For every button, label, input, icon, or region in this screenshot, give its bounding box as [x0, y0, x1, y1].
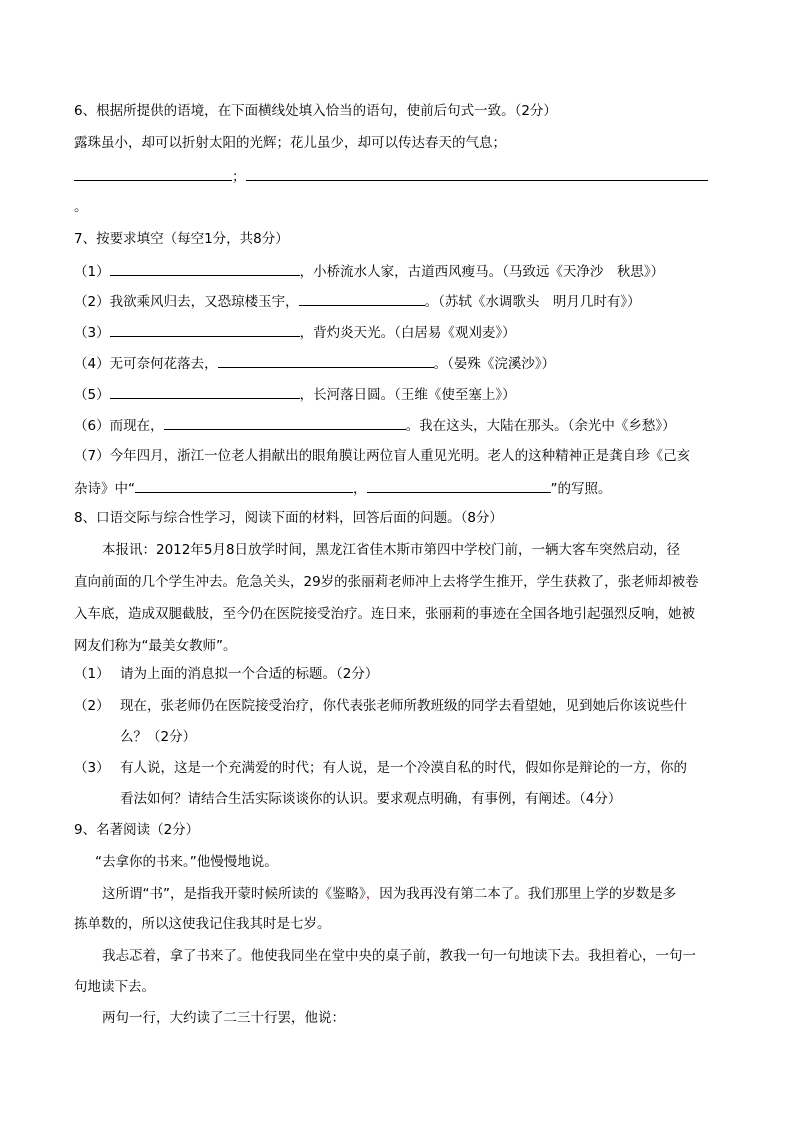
q8-question-2-num: （2） — [74, 698, 110, 714]
q9-paragraph-2-b: 因为我再没有第二本了。我们那里上学的岁数是多 — [379, 886, 677, 902]
q7-item-3 — [74, 321, 516, 343]
q7-item-1 — [74, 260, 664, 282]
q8-passage-line-1: 本报讯：2012年5月8日放学时间，黑龙江省佳木斯市第四中学校门前，一辆大客车突然启动，径 — [102, 542, 681, 558]
q9-title: 9、名著阅读（2分） — [74, 822, 200, 838]
q7-item-6-num: （6） — [74, 418, 110, 434]
q8-question-2 — [74, 696, 687, 716]
q9-paragraph-1: “去拿你的书来。”他慢慢地说。 — [95, 854, 278, 870]
q8-question-3-text-1: 有人说，这是一个充满爱的时代；有人说，是一个冷漠自私的时代，假如你是辩论的一方，你的 — [120, 760, 687, 776]
q8-question-1-text: 请为上面的消息拟一个合适的标题。（2分） — [120, 666, 379, 682]
q7-item-4 — [74, 352, 555, 374]
q7-item-2 — [74, 290, 641, 312]
q7-item-2-blank[interactable] — [299, 290, 425, 306]
q9-paragraph-3: 我忐忑着，拿了书来了。他使我同坐在堂中央的桌子前，教我一句一句地读下去。我担着心，一句一 — [102, 948, 696, 964]
q7-item-5-after: ，长河落日圆。（王维《使至塞上》） — [299, 387, 516, 403]
q8-question-3-text-2: 看法如何？请结合生活实际谈谈你的认识。要求观点明确，有事例，有阐述。（4分） — [120, 791, 622, 807]
q7-item-4-after: 。（晏殊《浣溪沙》） — [433, 356, 556, 372]
q7-item-3-num: （3） — [74, 325, 110, 341]
q7-item-3-after: ，背灼炎天光。（白居易《观刈麦》） — [299, 325, 516, 341]
q7-item-7-line2-mid: ， — [353, 481, 367, 497]
q8-passage-line-3: 入车底，造成双腿截肢，至今仍在医院接受治疗。连日来，张丽莉的事迹在全国各地引起强烈反响，她被 — [74, 606, 695, 622]
q7-item-7-num: （7） — [74, 448, 110, 464]
q6-semicolon: ； — [232, 169, 246, 185]
q7-item-3-blank[interactable] — [110, 321, 300, 337]
q7-item-2-before: 我欲乘风归去，又恐琼楼玉宇， — [109, 294, 299, 310]
q7-title: 7、按要求填空（每空1分，共8分） — [74, 231, 289, 247]
q7-item-1-after: ，小桥流水人家，古道西风瘦马。（马致远《天净沙 秋思》） — [299, 264, 665, 280]
q7-item-7-line2 — [74, 477, 612, 499]
q8-question-2-text-1: 现在，张老师仍在医院接受治疗，你代表张老师所教班级的同学去看望她，见到她后你该说些什 — [120, 698, 687, 714]
q7-item-7-before: 今年四月，浙江一位老人捐献出的眼角膜让两位盲人重见光明。老人的这种精神正是龚自珍《己亥 — [109, 448, 691, 464]
q6-blank-1[interactable] — [74, 165, 232, 181]
q7-item-4-num: （4） — [74, 356, 110, 372]
q7-item-7 — [74, 446, 690, 466]
q7-item-1-blank[interactable] — [110, 260, 300, 276]
q8-question-3 — [74, 758, 687, 778]
q9-paragraph-2-cont: 拣单数的，所以这使我记住我其时是七岁。 — [74, 916, 331, 932]
q8-question-1-num: （1） — [74, 666, 110, 682]
q8-question-2-text-2: 么？（2分） — [120, 729, 197, 745]
q7-item-2-num: （2） — [74, 294, 110, 310]
q6-period: 。 — [74, 199, 88, 215]
q9-red-comma: ， — [365, 886, 380, 902]
q6-context: 露珠虽小，却可以折射太阳的光辉；花儿虽少，却可以传达春天的气息； — [74, 135, 506, 151]
q6-title: 6、根据所提供的语境，在下面横线处填入恰当的语句，使前后句式一致。（2分） — [74, 103, 557, 119]
q7-item-5-blank[interactable] — [110, 383, 300, 399]
q7-item-1-num: （1） — [74, 264, 110, 280]
q7-item-7-line2-after: ”的写照。 — [550, 481, 612, 497]
q9-paragraph-2 — [102, 884, 676, 904]
q8-title: 8、口语交际与综合性学习，阅读下面的材料，回答后面的问题。（8分） — [74, 510, 503, 526]
q7-item-7-line2-before: 杂诗》中“ — [74, 481, 135, 497]
q7-item-6-after: 。我在这头，大陆在那头。（余光中《乡愁》） — [405, 418, 676, 434]
q7-item-4-before: 无可奈何花落去， — [109, 356, 218, 372]
q8-question-1 — [74, 664, 378, 684]
q7-item-7-blank-1[interactable] — [135, 477, 353, 493]
q7-item-6 — [74, 414, 676, 436]
q9-paragraph-2-a: 这所谓“书”，是指我开蒙时候所读的《鉴略》 — [102, 886, 366, 902]
q9-paragraph-3-cont: 句地读下去。 — [74, 979, 155, 995]
q6-blank-2[interactable] — [246, 165, 708, 181]
q8-passage-line-2: 直向前面的几个学生冲去。危急关头，29岁的张丽莉老师冲上去将学生推开，学生获救了，张老师却被卷 — [74, 574, 699, 590]
q7-item-7-blank-2[interactable] — [367, 477, 551, 493]
q6-answer-line — [74, 165, 708, 187]
q7-item-6-before: 而现在， — [109, 418, 164, 434]
q7-item-2-after: 。（苏轼《水调歌头 明月几时有》） — [424, 294, 641, 310]
q7-item-5 — [74, 383, 516, 405]
q7-item-6-blank[interactable] — [164, 414, 406, 430]
q8-passage-line-4: 网友们称为“最美女教师”。 — [74, 638, 237, 654]
q7-item-4-blank[interactable] — [218, 352, 434, 368]
q8-question-3-num: （3） — [74, 760, 110, 776]
q7-item-5-num: （5） — [74, 387, 110, 403]
q9-paragraph-4: 两句一行，大约读了二三十行罢，他说： — [102, 1010, 345, 1026]
